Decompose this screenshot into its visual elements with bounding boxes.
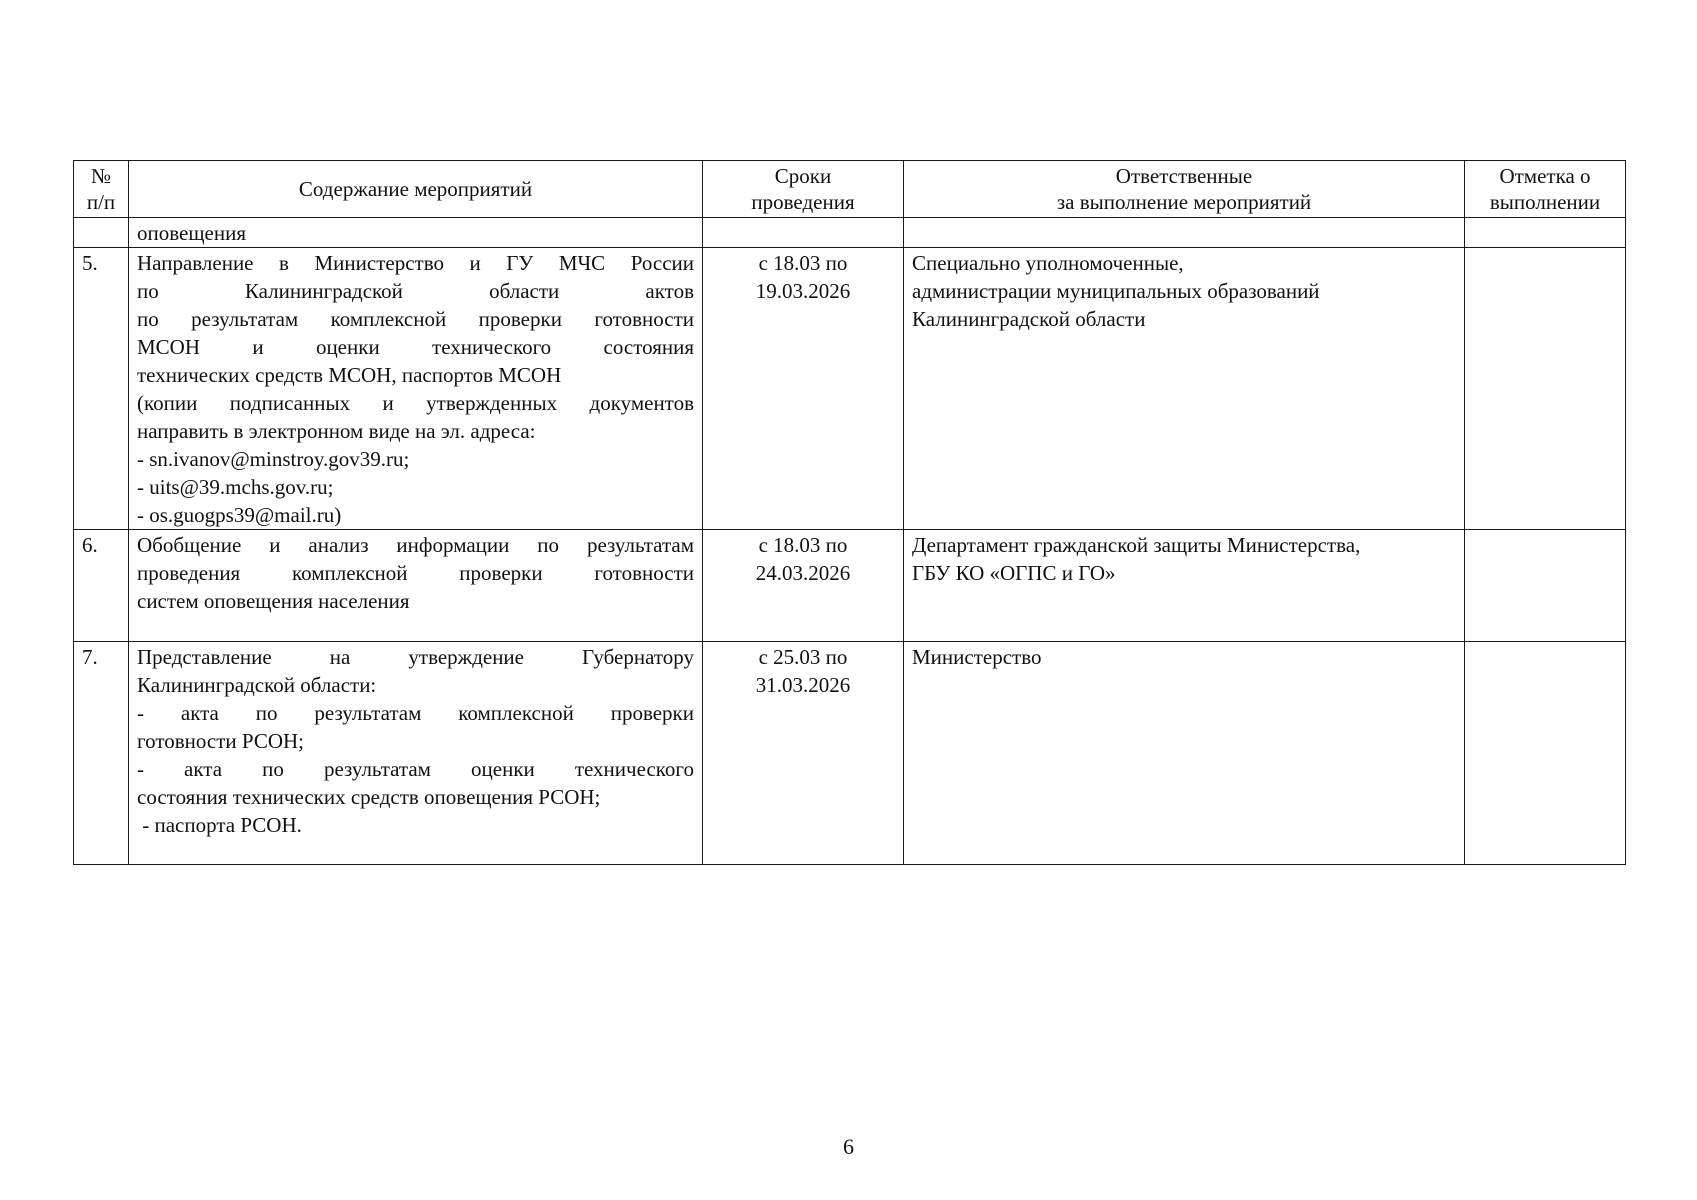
cell-mark: [1465, 642, 1626, 865]
continuation-row: [74, 218, 1626, 248]
header-responsible: Ответственные за выполнение мероприятий: [904, 161, 1465, 218]
cell-mark: [1465, 530, 1626, 642]
cell-content: оповещения: [129, 218, 703, 248]
events-table: [73, 160, 1626, 865]
cell-content: Направление в Министерство и ГУ МЧС России по Калининградской области актов по результатам комплексной проверки готовности МСОН и оценки технического состояния технических средств МСОН, паспортов МСОН (копии подписанных и утвержденных документов направить в электронном виде на эл. адреса: - sn.ivanov@minstroy.gov39.ru; - uits@39.mchs.gov.ru; - os.guogps39@mail.ru): [129, 248, 703, 530]
cell-dates: с 25.03 по 31.03.2026: [703, 642, 904, 865]
header-num: № п/п: [74, 161, 129, 218]
table-row: [74, 642, 1626, 865]
cell-num: [74, 218, 129, 248]
cell-mark: [1465, 218, 1626, 248]
cell-responsible: Специально уполномоченные, администрации муниципальных образований Калининградской области: [904, 248, 1465, 530]
cell-dates: с 18.03 по 24.03.2026: [703, 530, 904, 642]
table-header-row: [74, 161, 1626, 218]
cell-content: Представление на утверждение Губернатору Калининградской области: - акта по результатам комплексной проверки готовности РСОН; - акта по результатам оценки технического состояния технических средств оповещения РСОН; - паспорта РСОН.: [129, 642, 703, 865]
cell-num: 6.: [74, 530, 129, 642]
header-mark: Отметка о выполнении: [1465, 161, 1626, 218]
cell-responsible: Министерство: [904, 642, 1465, 865]
table-row: [74, 248, 1626, 530]
cell-content: Обобщение и анализ информации по результатам проведения комплексной проверки готовности систем оповещения населения: [129, 530, 703, 642]
cell-mark: [1465, 248, 1626, 530]
cell-num: 7.: [74, 642, 129, 865]
cell-responsible: [904, 218, 1465, 248]
cell-dates: с 18.03 по 19.03.2026: [703, 248, 904, 530]
header-dates: Сроки проведения: [703, 161, 904, 218]
cell-dates: [703, 218, 904, 248]
header-content: Содержание мероприятий: [129, 161, 703, 218]
cell-responsible: Департамент гражданской защиты Министерства, ГБУ КО «ОГПС и ГО»: [904, 530, 1465, 642]
page-number: 6: [843, 1134, 854, 1159]
table-row: [74, 530, 1626, 642]
cell-num: 5.: [74, 248, 129, 530]
